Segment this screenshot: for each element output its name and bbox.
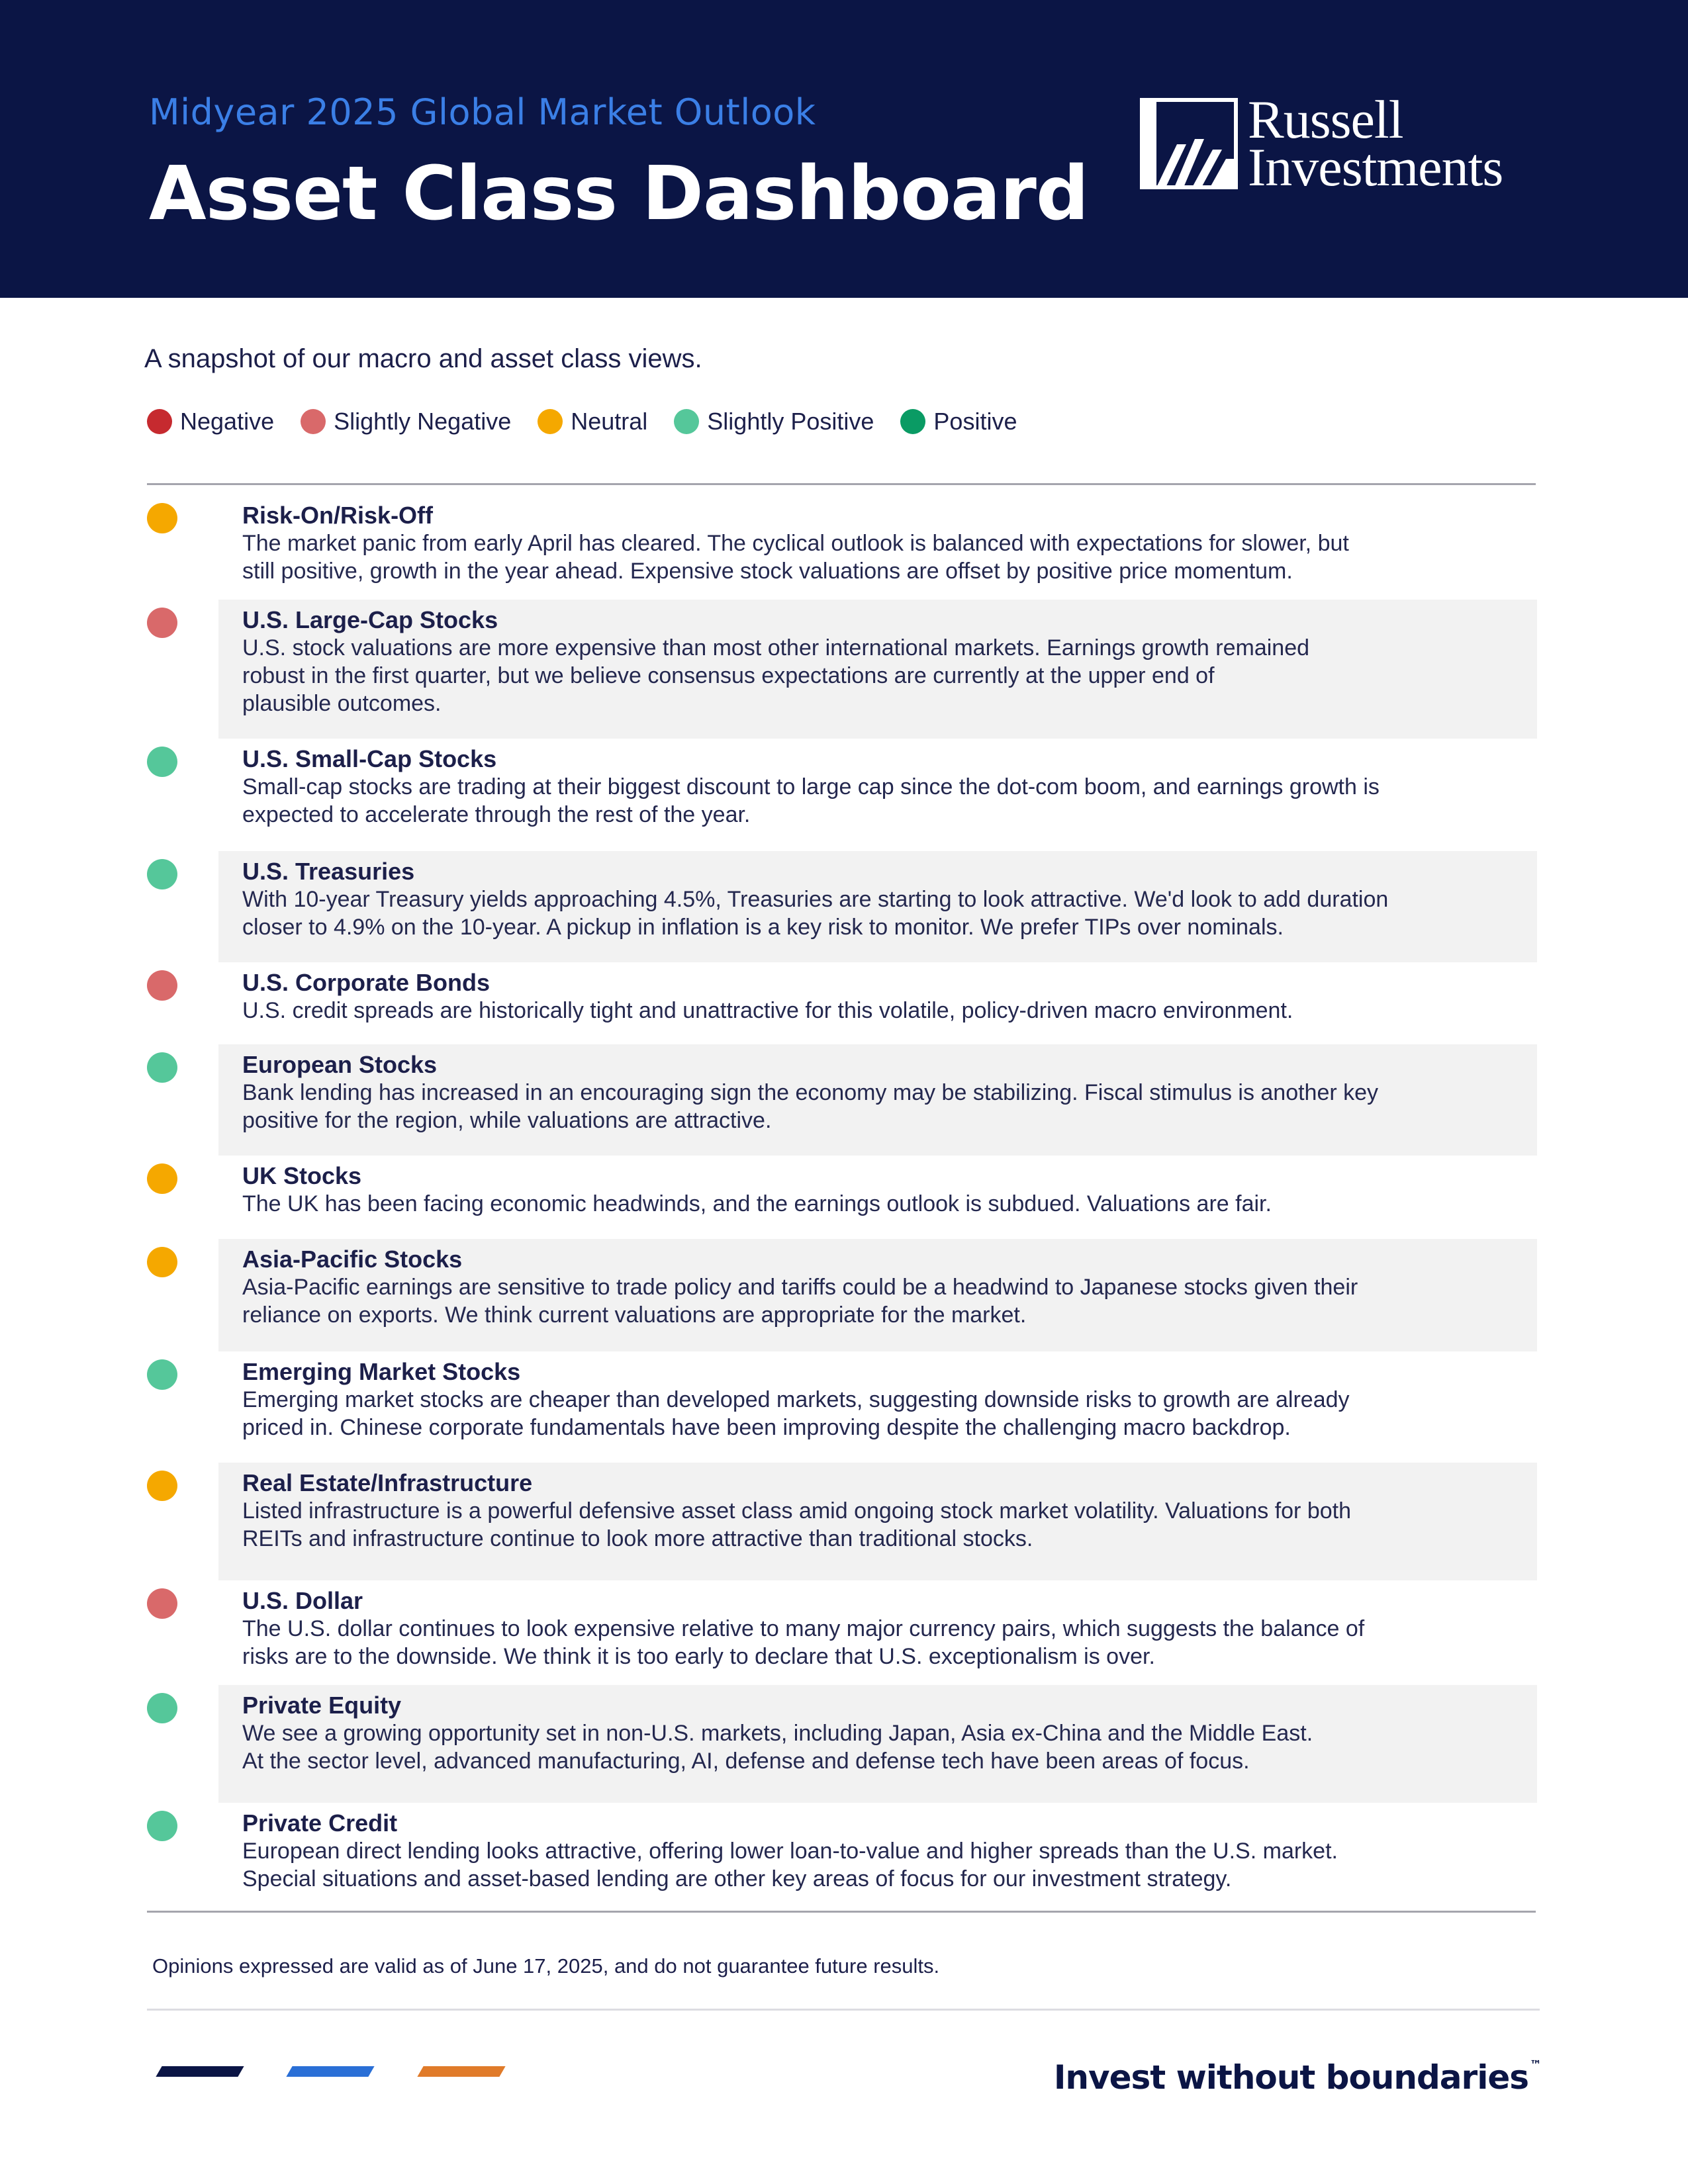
report-eyebrow: Midyear 2025 Global Market Outlook (149, 91, 816, 133)
asset-class-row (0, 495, 1688, 601)
asset-class-row (0, 1156, 1688, 1239)
legend-label: Neutral (571, 408, 648, 435)
legend-label: Positive (933, 408, 1017, 435)
view-indicator-icon (147, 859, 177, 889)
row-text (242, 1358, 1513, 1441)
asset-class-description-line: risks are to the downside. We think it is too early to declare that U.S. exceptionalism is over. (242, 1644, 1155, 1669)
view-indicator-icon (147, 747, 177, 777)
footer-accent-orange (417, 2066, 505, 2077)
top-divider (147, 483, 1536, 485)
tagline-text: Invest without boundaries (1053, 2058, 1528, 2097)
asset-class-row (0, 1351, 1688, 1463)
row-text (242, 745, 1513, 829)
legend-dot-icon (301, 409, 326, 434)
asset-class-description-line: REITs and infrastructure continue to look more attractive than traditional stocks. (242, 1526, 1033, 1551)
row-text (242, 1692, 1513, 1775)
view-indicator-icon (147, 1471, 177, 1501)
legend-dot-icon (900, 409, 925, 434)
asset-class-title: Asia-Pacific Stocks (242, 1246, 463, 1273)
asset-class-title: Private Equity (242, 1692, 402, 1719)
asset-class-description-line: positive for the region, while valuations are attractive. (242, 1108, 772, 1133)
asset-class-row (0, 1044, 1688, 1156)
view-indicator-icon (147, 1359, 177, 1390)
asset-class-title: U.S. Small-Cap Stocks (242, 745, 497, 772)
asset-class-title: U.S. Large-Cap Stocks (242, 606, 498, 633)
asset-class-description-line: Special situations and asset-based lending are other key areas of focus for our investment strategy. (242, 1866, 1232, 1891)
view-indicator-icon (147, 970, 177, 1001)
asset-class-description-line: U.S. stock valuations are more expensive than most other international markets. Earnings growth remained (242, 635, 1310, 660)
legend-label: Slightly Negative (334, 408, 512, 435)
intro-text: A snapshot of our macro and asset class views. (144, 344, 702, 373)
page-title: Asset Class Dashboard (149, 151, 1089, 237)
asset-class-description-line: still positive, growth in the year ahead. Expensive stock valuations are offset by positive price momentum. (242, 559, 1293, 584)
asset-class-description-line: robust in the first quarter, but we believe consensus expectations are currently at the upper end of (242, 663, 1215, 688)
asset-class-description-line: We see a growing opportunity set in non-U.S. markets, including Japan, Asia ex-China and the Middle East. (242, 1721, 1313, 1746)
russell-investments-logo (1140, 89, 1544, 197)
asset-class-title: U.S. Treasuries (242, 858, 415, 885)
asset-class-description-line: Asia-Pacific earnings are sensitive to trade policy and tariffs could be a headwind to Japanese stocks given their (242, 1275, 1358, 1300)
asset-class-description-line: The UK has been facing economic headwinds, and the earnings outlook is subdued. Valuations are fair. (242, 1191, 1272, 1216)
legend-item (147, 408, 274, 435)
logo-line-2: Investments (1248, 137, 1503, 197)
legend-dot-icon (538, 409, 563, 434)
view-indicator-icon (147, 1052, 177, 1083)
legend-label: Negative (180, 408, 275, 435)
view-indicator-icon (147, 1247, 177, 1277)
asset-class-description-line: The U.S. dollar continues to look expensive relative to many major currency pairs, which suggests the balance of (242, 1616, 1365, 1641)
asset-class-title: U.S. Corporate Bonds (242, 969, 491, 996)
footer-accent-blue (286, 2066, 374, 2077)
asset-class-description-line: plausible outcomes. (242, 691, 442, 716)
asset-class-row (0, 600, 1688, 739)
asset-class-row (0, 1239, 1688, 1351)
asset-class-description-line: Emerging market stocks are cheaper than developed markets, suggesting downside risks to growth are already (242, 1387, 1350, 1412)
row-text (242, 1162, 1513, 1218)
asset-class-row (0, 1580, 1688, 1685)
row-text (242, 1587, 1513, 1670)
asset-class-title: Risk-On/Risk-Off (242, 502, 434, 529)
asset-class-title: Private Credit (242, 1809, 398, 1837)
row-text (242, 1469, 1513, 1553)
footer-accent-navy (156, 2066, 244, 2077)
row-text (242, 1246, 1513, 1329)
view-indicator-icon (147, 1811, 177, 1841)
legend-item (900, 408, 1017, 435)
legend-label: Slightly Positive (707, 408, 874, 435)
trademark-symbol: ™ (1530, 2058, 1541, 2072)
logo-line-1: Russell (1248, 89, 1403, 150)
asset-class-description-line: European direct lending looks attractive, offering lower loan-to-value and higher spreads than the U.S. market. (242, 1839, 1338, 1864)
logo-mark-icon (1140, 98, 1238, 189)
asset-class-row (0, 739, 1688, 851)
legend-item (538, 408, 647, 435)
row-text (242, 1051, 1513, 1134)
asset-class-description-line: closer to 4.9% on the 10-year. A pickup in inflation is a key risk to monitor. We prefer TIPs over nominals. (242, 915, 1284, 940)
footer-tagline (1054, 2058, 1541, 2097)
footer-divider (147, 2009, 1540, 2011)
asset-class-title: Real Estate/Infrastructure (242, 1469, 533, 1496)
disclaimer-footnote: Opinions expressed are valid as of June 17, 2025, and do not guarantee future results. (152, 1954, 940, 1978)
legend-dot-icon (674, 409, 699, 434)
asset-class-title: European Stocks (242, 1051, 438, 1078)
asset-class-description-line: reliance on exports. We think current valuations are appropriate for the market. (242, 1302, 1027, 1328)
asset-class-row (0, 1463, 1688, 1580)
asset-class-description-line: Listed infrastructure is a powerful defensive asset class amid ongoing stock market volatility. Valuations for both (242, 1498, 1351, 1524)
asset-class-description-line: With 10-year Treasury yields approaching 4.5%, Treasuries are starting to look attractive. We'd look to add duration (242, 887, 1389, 912)
asset-class-title: Emerging Market Stocks (242, 1358, 521, 1385)
bottom-divider (147, 1911, 1536, 1913)
asset-class-title: U.S. Dollar (242, 1587, 363, 1614)
view-legend (147, 405, 1043, 438)
view-indicator-icon (147, 1588, 177, 1619)
view-indicator-icon (147, 1163, 177, 1194)
row-text (242, 502, 1513, 585)
row-text (242, 1809, 1513, 1893)
asset-class-description-line: priced in. Chinese corporate fundamentals have been improving despite the challenging macro backdrop. (242, 1415, 1291, 1440)
asset-class-description-line: The market panic from early April has cleared. The cyclical outlook is balanced with expectations for slower, but (242, 531, 1349, 556)
asset-class-row (0, 962, 1688, 1044)
asset-class-row (0, 1685, 1688, 1803)
row-text (242, 858, 1513, 941)
asset-class-row (0, 1803, 1688, 1907)
asset-class-description-line: U.S. credit spreads are historically tight and unattractive for this volatile, policy-driven macro environment. (242, 998, 1293, 1023)
row-text (242, 606, 1513, 717)
view-indicator-icon (147, 1693, 177, 1723)
legend-item (674, 408, 874, 435)
view-indicator-icon (147, 503, 177, 533)
header-banner (0, 0, 1688, 298)
logo-wordmark (1248, 89, 1503, 197)
asset-class-title: UK Stocks (242, 1162, 362, 1189)
asset-class-description-line: expected to accelerate through the rest of the year. (242, 802, 751, 827)
row-text (242, 969, 1513, 1024)
asset-class-description-line: At the sector level, advanced manufacturing, AI, defense and defense tech have been areas of focus. (242, 1749, 1250, 1774)
asset-class-description-line: Bank lending has increased in an encouraging sign the economy may be stabilizing. Fiscal stimulus is another key (242, 1080, 1379, 1105)
legend-item (301, 408, 511, 435)
view-indicator-icon (147, 608, 177, 638)
legend-dot-icon (147, 409, 172, 434)
asset-class-row (0, 851, 1688, 962)
asset-class-description-line: Small-cap stocks are trading at their biggest discount to large cap since the dot-com boom, and earnings growth is (242, 774, 1380, 799)
